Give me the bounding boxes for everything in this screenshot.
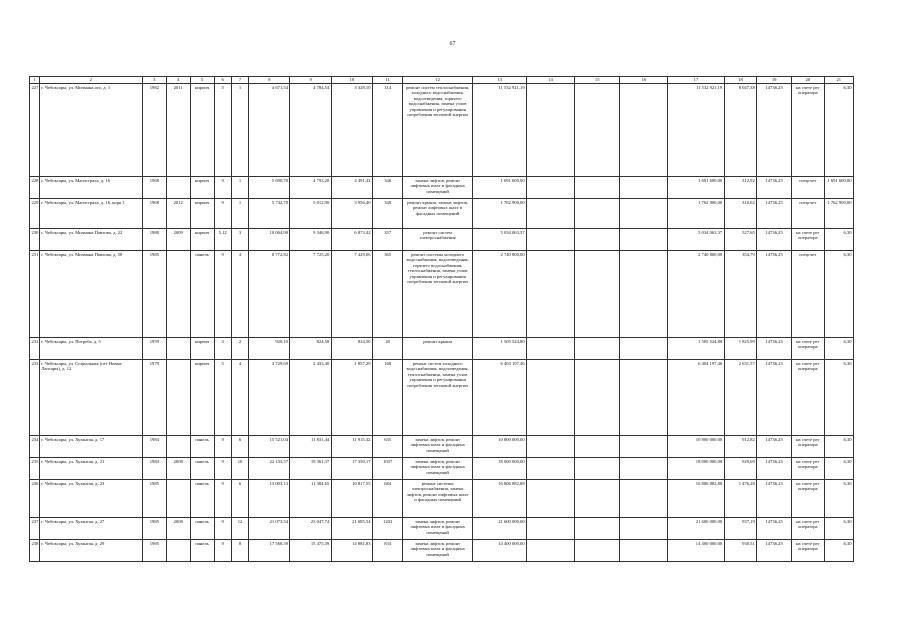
total-area-cell: 21 073,54 bbox=[249, 518, 290, 540]
unit-cost-cell: 1 825,99 bbox=[724, 338, 757, 360]
owners-funds-cell: 16 806 882,88 bbox=[668, 480, 724, 518]
rate-cell: 1 691 600,00 bbox=[824, 177, 853, 199]
total-cost-cell: 6 404 197,46 bbox=[472, 360, 526, 436]
column-number: 14 bbox=[527, 77, 575, 84]
total-cost-cell: 1 505 524,80 bbox=[472, 338, 526, 360]
unit-cost-cell: 937,19 bbox=[724, 518, 757, 540]
total-cost-cell: 1 762 900,00 bbox=[472, 199, 526, 229]
row-number: 235 bbox=[30, 458, 40, 480]
row-number: 238 bbox=[30, 540, 40, 562]
total-cost-cell: 21 600 000,00 bbox=[472, 518, 526, 540]
row-number: 230 bbox=[30, 229, 40, 251]
build-year-cell: 1959 bbox=[142, 338, 166, 360]
column-number: 19 bbox=[757, 77, 792, 84]
fund-method-cell: на счете рег оператора bbox=[792, 518, 825, 540]
table-row bbox=[30, 251, 854, 338]
column-number: 17 bbox=[668, 77, 724, 84]
row-number: 234 bbox=[30, 436, 40, 458]
material-cell: панель bbox=[190, 480, 214, 518]
fund-col16-cell bbox=[620, 199, 668, 229]
unit-cost-cell: 527,65 bbox=[724, 229, 757, 251]
table-row bbox=[30, 480, 854, 518]
address-cell: г. Чебоксары, ул. Мичмана Павлова, д. 22 bbox=[39, 229, 142, 251]
living-area-cell: 19 361,37 bbox=[290, 458, 331, 480]
max-cost-cell: 14736,25 bbox=[757, 518, 792, 540]
row-number: 228 bbox=[30, 177, 40, 199]
total-area-cell: 920,10 bbox=[249, 338, 290, 360]
total-area-cell: 10 064,90 bbox=[249, 229, 290, 251]
repair-year-cell: 2012 bbox=[166, 199, 190, 229]
residents-cell: 168 bbox=[372, 360, 402, 436]
fund-col15-cell bbox=[574, 458, 620, 480]
build-year-cell: 1985 bbox=[142, 540, 166, 562]
total-cost-cell: 11 532 921,19 bbox=[472, 84, 526, 177]
repair-year-cell: 2009 bbox=[166, 229, 190, 251]
living-area-cell: 824,50 bbox=[290, 338, 331, 360]
fund-col16-cell bbox=[620, 251, 668, 338]
fund-col14-cell bbox=[527, 480, 575, 518]
floors-cell: 5 bbox=[214, 84, 231, 177]
fund-col16-cell bbox=[620, 360, 668, 436]
table-row bbox=[30, 458, 854, 480]
unit-cost-cell: 929,69 bbox=[724, 458, 757, 480]
table-row bbox=[30, 229, 854, 251]
owners-funds-cell: 1 762 900,00 bbox=[668, 199, 724, 229]
work-type-cell: ремонт крыши, замена лифтов, ремонт лифтовых шахт и фасадных помещений bbox=[403, 199, 472, 229]
entrances-cell: 1 bbox=[231, 177, 248, 199]
address-cell: г. Чебоксары, ул. Хузангая, д. 17 bbox=[39, 436, 142, 458]
entrances-cell: 3 bbox=[231, 229, 248, 251]
total-area-cell: 5 690,70 bbox=[249, 177, 290, 199]
residential-area-cell: 4 491,42 bbox=[331, 177, 372, 199]
fund-col16-cell bbox=[620, 338, 668, 360]
address-cell: г. Чебоксары, ул. Потреба, д. 5 bbox=[39, 338, 142, 360]
address-cell: г. Чебоксары, ул. Социальная (пгт Новые Лапсары), д. 12 bbox=[39, 360, 142, 436]
fund-col15-cell bbox=[574, 518, 620, 540]
max-cost-cell: 14736,25 bbox=[757, 338, 792, 360]
fund-col16-cell bbox=[620, 518, 668, 540]
owners-funds-cell: 21 600 000,00 bbox=[668, 518, 724, 540]
total-area-cell: 13 003,13 bbox=[249, 480, 290, 518]
entrances-cell: 6 bbox=[231, 480, 248, 518]
row-number: 231 bbox=[30, 251, 40, 338]
entrances-cell: 8 bbox=[231, 540, 248, 562]
entrances-cell: 6 bbox=[231, 436, 248, 458]
total-cost-cell: 16 806 882,88 bbox=[472, 480, 526, 518]
repair-year-cell: 2011 bbox=[166, 84, 190, 177]
work-type-cell: замена лифтов, ремонт лифтовых шахт и фасадных помещений bbox=[403, 540, 472, 562]
floors-cell: 9 bbox=[214, 436, 231, 458]
table-row bbox=[30, 84, 854, 177]
fund-col15-cell bbox=[574, 436, 620, 458]
fund-method-cell: на счете рег оператора bbox=[792, 458, 825, 480]
max-cost-cell: 14736,25 bbox=[757, 84, 792, 177]
residential-area-cell: 824,50 bbox=[331, 338, 372, 360]
rate-cell: 6,30 bbox=[824, 480, 853, 518]
fund-col16-cell bbox=[620, 436, 668, 458]
table-row bbox=[30, 360, 854, 436]
work-type-cell: ремонт систем теплоснабжения, холодного водоснабжения, водоотведения, горячего водоснабжения, замена узлов управления и регулирования потребления тепловой энергии bbox=[403, 84, 472, 177]
entrances-cell: 1 bbox=[231, 84, 248, 177]
rate-cell: 6,30 bbox=[824, 84, 853, 177]
rate-cell: 6,30 bbox=[824, 251, 853, 338]
residential-area-cell: 14 881,83 bbox=[331, 540, 372, 562]
floors-cell: 9 bbox=[214, 251, 231, 338]
row-number: 236 bbox=[30, 480, 40, 518]
repair-year-cell bbox=[166, 540, 190, 562]
column-number: 15 bbox=[574, 77, 620, 84]
build-year-cell: 1984 bbox=[142, 458, 166, 480]
repair-year-cell bbox=[166, 480, 190, 518]
column-number: 16 bbox=[620, 77, 668, 84]
owners-funds-cell: 18 000 000,00 bbox=[668, 458, 724, 480]
floors-cell: 9 bbox=[214, 199, 231, 229]
repair-program-table bbox=[29, 76, 854, 562]
fund-method-cell: на счете рег оператора bbox=[792, 540, 825, 562]
fund-method-cell: на счете рег оператора bbox=[792, 338, 825, 360]
unit-cost-cell: 312,92 bbox=[724, 177, 757, 199]
repair-year-cell: 2008 bbox=[166, 518, 190, 540]
build-year-cell: 1968 bbox=[142, 199, 166, 229]
repair-year-cell bbox=[166, 436, 190, 458]
entrances-cell: 12 bbox=[231, 518, 248, 540]
material-cell: панель bbox=[190, 540, 214, 562]
total-cost-cell: 1 691 600,00 bbox=[472, 177, 526, 199]
column-number: 3 bbox=[142, 77, 166, 84]
floors-cell: 9 bbox=[214, 518, 231, 540]
column-number: 13 bbox=[472, 77, 526, 84]
max-cost-cell: 14736,25 bbox=[757, 436, 792, 458]
fund-col14-cell bbox=[527, 540, 575, 562]
build-year-cell: 1982 bbox=[142, 84, 166, 177]
fund-method-cell: на счете рег оператора bbox=[792, 84, 825, 177]
floors-cell: 5,12 bbox=[214, 229, 231, 251]
build-year-cell: 1985 bbox=[142, 480, 166, 518]
column-number: 2 bbox=[39, 77, 142, 84]
entrances-cell: 1 bbox=[231, 199, 248, 229]
residents-cell: 834 bbox=[372, 540, 402, 562]
owners-funds-cell: 1 691 600,00 bbox=[668, 177, 724, 199]
address-cell: г. Чебоксары, ул. Магистрала, д. 16, корп 1 bbox=[39, 199, 142, 229]
total-cost-cell: 2 740 800,00 bbox=[472, 251, 526, 338]
residents-cell: 349 bbox=[372, 199, 402, 229]
living-area-cell: 23 047,74 bbox=[290, 518, 331, 540]
build-year-cell: 1985 bbox=[142, 251, 166, 338]
fund-col14-cell bbox=[527, 338, 575, 360]
total-area-cell: 8 772,82 bbox=[249, 251, 290, 338]
floors-cell: 5 bbox=[214, 360, 231, 436]
column-number: 10 bbox=[331, 77, 372, 84]
rate-cell: 1 762 900,00 bbox=[824, 199, 853, 229]
max-cost-cell: 14736,25 bbox=[757, 229, 792, 251]
rate-cell: 6,30 bbox=[824, 360, 853, 436]
column-number: 20 bbox=[792, 77, 825, 84]
residents-cell: 314 bbox=[372, 84, 402, 177]
floors-cell: 9 bbox=[214, 177, 231, 199]
material-cell: кирпич bbox=[190, 338, 214, 360]
max-cost-cell: 14736,25 bbox=[757, 360, 792, 436]
table-row bbox=[30, 338, 854, 360]
work-type-cell: ремонт систем электроснабжения bbox=[403, 229, 472, 251]
unit-cost-cell: 930,51 bbox=[724, 540, 757, 562]
material-cell: кирпич bbox=[190, 360, 214, 436]
fund-col14-cell bbox=[527, 251, 575, 338]
address-cell: г. Чебоксары, ул. Хузангая, д. 21 bbox=[39, 458, 142, 480]
work-type-cell: замена лифтов, ремонт лифтовых шахт и фасадных помещений bbox=[403, 518, 472, 540]
repair-year-cell: 2008 bbox=[166, 458, 190, 480]
floors-cell: 9 bbox=[214, 540, 231, 562]
fund-col15-cell bbox=[574, 338, 620, 360]
fund-col16-cell bbox=[620, 480, 668, 518]
residents-cell: 1203 bbox=[372, 518, 402, 540]
living-area-cell: 4 793,20 bbox=[290, 177, 331, 199]
owners-funds-cell: 1 505 524,80 bbox=[668, 338, 724, 360]
fund-method-cell: на счете рег оператора bbox=[792, 480, 825, 518]
living-area-cell: 15 475,39 bbox=[290, 540, 331, 562]
residential-area-cell: 11 915,32 bbox=[331, 436, 372, 458]
max-cost-cell: 14736,25 bbox=[757, 480, 792, 518]
fund-col14-cell bbox=[527, 458, 575, 480]
table-row bbox=[30, 436, 854, 458]
fund-col15-cell bbox=[574, 480, 620, 518]
fund-method-cell: спецсчет bbox=[792, 177, 825, 199]
floors-cell: 3 bbox=[214, 338, 231, 360]
repair-year-cell bbox=[166, 177, 190, 199]
fund-method-cell: спецсчет bbox=[792, 199, 825, 229]
fund-method-cell: на счете рег оператора bbox=[792, 360, 825, 436]
owners-funds-cell: 5 034 063,37 bbox=[668, 229, 724, 251]
fund-col15-cell bbox=[574, 177, 620, 199]
column-number: 12 bbox=[403, 77, 472, 84]
fund-method-cell: спецсчет bbox=[792, 251, 825, 338]
build-year-cell: 1979 bbox=[142, 360, 166, 436]
material-cell: панель bbox=[190, 518, 214, 540]
rate-cell: 6,30 bbox=[824, 229, 853, 251]
unit-cost-cell: 2 631,57 bbox=[724, 360, 757, 436]
column-number: 9 bbox=[290, 77, 331, 84]
total-area-cell: 15 521,04 bbox=[249, 436, 290, 458]
fund-col14-cell bbox=[527, 84, 575, 177]
total-area-cell: 4 671,54 bbox=[249, 84, 290, 177]
residential-area-cell: 1 857,29 bbox=[331, 360, 372, 436]
fund-col15-cell bbox=[574, 199, 620, 229]
fund-col15-cell bbox=[574, 84, 620, 177]
owners-funds-cell: 11 532 921,19 bbox=[668, 84, 724, 177]
residential-area-cell: 10 817,55 bbox=[331, 480, 372, 518]
fund-col16-cell bbox=[620, 177, 668, 199]
fund-col16-cell bbox=[620, 84, 668, 177]
max-cost-cell: 14736,25 bbox=[757, 251, 792, 338]
address-cell: г. Чебоксары, ул. Хузангая, д. 27 bbox=[39, 518, 142, 540]
fund-col16-cell bbox=[620, 458, 668, 480]
living-area-cell: 4 784,54 bbox=[290, 84, 331, 177]
fund-col16-cell bbox=[620, 540, 668, 562]
max-cost-cell: 14736,25 bbox=[757, 540, 792, 562]
build-year-cell: 1984 bbox=[142, 436, 166, 458]
residential-area-cell: 3 956,40 bbox=[331, 199, 372, 229]
residential-area-cell: 6 873,42 bbox=[331, 229, 372, 251]
repair-year-cell bbox=[166, 251, 190, 338]
fund-col15-cell bbox=[574, 360, 620, 436]
address-cell: г. Чебоксары, ул. Мичмана Павлова, д. 58 bbox=[39, 251, 142, 338]
table-row bbox=[30, 518, 854, 540]
total-cost-cell: 5 034 063,37 bbox=[472, 229, 526, 251]
max-cost-cell: 14736,25 bbox=[757, 177, 792, 199]
entrances-cell: 4 bbox=[231, 251, 248, 338]
row-number: 237 bbox=[30, 518, 40, 540]
owners-funds-cell: 6 404 197,46 bbox=[668, 360, 724, 436]
unit-cost-cell: 354,79 bbox=[724, 251, 757, 338]
fund-col14-cell bbox=[527, 199, 575, 229]
total-cost-cell: 18 000 000,00 bbox=[472, 458, 526, 480]
residential-area-cell: 17 350,17 bbox=[331, 458, 372, 480]
repair-year-cell bbox=[166, 360, 190, 436]
fund-col14-cell bbox=[527, 436, 575, 458]
fund-col15-cell bbox=[574, 540, 620, 562]
work-type-cell: ремонт крыши bbox=[403, 338, 472, 360]
living-area-cell: 9 346,90 bbox=[290, 229, 331, 251]
total-area-cell: 3 729,69 bbox=[249, 360, 290, 436]
residents-cell: 20 bbox=[372, 338, 402, 360]
residents-cell: 365 bbox=[372, 251, 402, 338]
living-area-cell: 11 831,44 bbox=[290, 436, 331, 458]
fund-col15-cell bbox=[574, 251, 620, 338]
repair-year-cell bbox=[166, 338, 190, 360]
total-area-cell: 5 742,70 bbox=[249, 199, 290, 229]
material-cell: кирпич bbox=[190, 177, 214, 199]
row-number: 232 bbox=[30, 338, 40, 360]
material-cell: панель bbox=[190, 436, 214, 458]
rate-cell: 6,30 bbox=[824, 518, 853, 540]
row-number: 229 bbox=[30, 199, 40, 229]
residential-area-cell: 3 328,10 bbox=[331, 84, 372, 177]
address-cell: г. Чебоксары, ул. Хузангая, д. 29 bbox=[39, 540, 142, 562]
material-cell: панель bbox=[190, 458, 214, 480]
fund-col14-cell bbox=[527, 177, 575, 199]
column-number: 4 bbox=[166, 77, 190, 84]
column-number: 18 bbox=[724, 77, 757, 84]
fund-col15-cell bbox=[574, 229, 620, 251]
rate-cell: 6,30 bbox=[824, 436, 853, 458]
work-type-cell: ремонт системы электроснабжения, замена лифтов, ремонт лифтовых шахт и фасадных помещений bbox=[403, 480, 472, 518]
address-cell: г. Чебоксары, ул. Мичмана.ого, д. 1 bbox=[39, 84, 142, 177]
residents-cell: 357 bbox=[372, 229, 402, 251]
owners-funds-cell: 10 800 000,00 bbox=[668, 436, 724, 458]
work-type-cell: замена лифтов, ремонт лифтовых шахт и фасадных помещений bbox=[403, 177, 472, 199]
table-row bbox=[30, 177, 854, 199]
material-cell: кирпич bbox=[190, 229, 214, 251]
build-year-cell: 1985 bbox=[142, 518, 166, 540]
rate-cell: 6,30 bbox=[824, 338, 853, 360]
fund-col14-cell bbox=[527, 360, 575, 436]
page-number: 67 bbox=[449, 41, 456, 47]
unit-cost-cell: 1 476,28 bbox=[724, 480, 757, 518]
material-cell: кирпич bbox=[190, 199, 214, 229]
residential-area-cell: 7 429,06 bbox=[331, 251, 372, 338]
column-number-row bbox=[30, 77, 854, 84]
address-cell: г. Чебоксары, ул. Магистрала, д. 16 bbox=[39, 177, 142, 199]
max-cost-cell: 14736,25 bbox=[757, 458, 792, 480]
column-number: 21 bbox=[824, 77, 853, 84]
row-number: 233 bbox=[30, 360, 40, 436]
column-number: 8 bbox=[249, 77, 290, 84]
floors-cell: 9 bbox=[214, 458, 231, 480]
entrances-cell: 10 bbox=[231, 458, 248, 480]
fund-col16-cell bbox=[620, 229, 668, 251]
living-area-cell: 11 384,65 bbox=[290, 480, 331, 518]
row-number: 227 bbox=[30, 84, 40, 177]
entrances-cell: 2 bbox=[231, 338, 248, 360]
fund-col14-cell bbox=[527, 518, 575, 540]
table-row bbox=[30, 199, 854, 229]
living-area-cell: 2 433,40 bbox=[290, 360, 331, 436]
living-area-cell: 5 012,90 bbox=[290, 199, 331, 229]
fund-method-cell: на счете рег оператора bbox=[792, 436, 825, 458]
fund-col14-cell bbox=[527, 229, 575, 251]
unit-cost-cell: 912,82 bbox=[724, 436, 757, 458]
total-area-cell: 17 568,39 bbox=[249, 540, 290, 562]
total-cost-cell: 14 400 000,00 bbox=[472, 540, 526, 562]
work-type-cell: ремонт системы холодного водоснабжения, водоотведения, горячего водоснабжения, теплоснабжения, замена узлов управления и регулирования потребления тепловой энергии bbox=[403, 251, 472, 338]
work-type-cell: замена лифтов, ремонт лифтовых шахт и фасадных помещений bbox=[403, 458, 472, 480]
max-cost-cell: 14736,25 bbox=[757, 199, 792, 229]
build-year-cell: 1968 bbox=[142, 177, 166, 199]
column-number: 1 bbox=[30, 77, 40, 84]
residents-cell: 684 bbox=[372, 480, 402, 518]
owners-funds-cell: 14 400 000,00 bbox=[668, 540, 724, 562]
column-number: 7 bbox=[231, 77, 248, 84]
total-cost-cell: 10 800 000,00 bbox=[472, 436, 526, 458]
rate-cell: 6,30 bbox=[824, 540, 853, 562]
entrances-cell: 4 bbox=[231, 360, 248, 436]
unit-cost-cell: 310,62 bbox=[724, 199, 757, 229]
work-type-cell: замена лифтов, ремонт лифтовых шахт и фасадных помещений bbox=[403, 436, 472, 458]
column-number: 11 bbox=[372, 77, 402, 84]
residents-cell: 1037 bbox=[372, 458, 402, 480]
floors-cell: 9 bbox=[214, 480, 231, 518]
owners-funds-cell: 2 740 800,00 bbox=[668, 251, 724, 338]
work-type-cell: ремонт систем холодного водоснабжения, водоотведения, теплоснабжения, замена узлов управления и регулирования потребления тепловой энергии bbox=[403, 360, 472, 436]
residential-area-cell: 21 685,54 bbox=[331, 518, 372, 540]
residents-cell: 346 bbox=[372, 177, 402, 199]
living-area-cell: 7 725,20 bbox=[290, 251, 331, 338]
unit-cost-cell: 8 047,38 bbox=[724, 84, 757, 177]
column-number: 6 bbox=[214, 77, 231, 84]
material-cell: панель bbox=[190, 251, 214, 338]
total-area-cell: 22 133,57 bbox=[249, 458, 290, 480]
table-row bbox=[30, 540, 854, 562]
material-cell: кирпич bbox=[190, 84, 214, 177]
build-year-cell: 1988 bbox=[142, 229, 166, 251]
address-cell: г. Чебоксары, ул. Хузангая, д. 23 bbox=[39, 480, 142, 518]
rate-cell: 6,30 bbox=[824, 458, 853, 480]
residents-cell: 635 bbox=[372, 436, 402, 458]
column-number: 5 bbox=[190, 77, 214, 84]
fund-method-cell: на счете рег оператора bbox=[792, 229, 825, 251]
